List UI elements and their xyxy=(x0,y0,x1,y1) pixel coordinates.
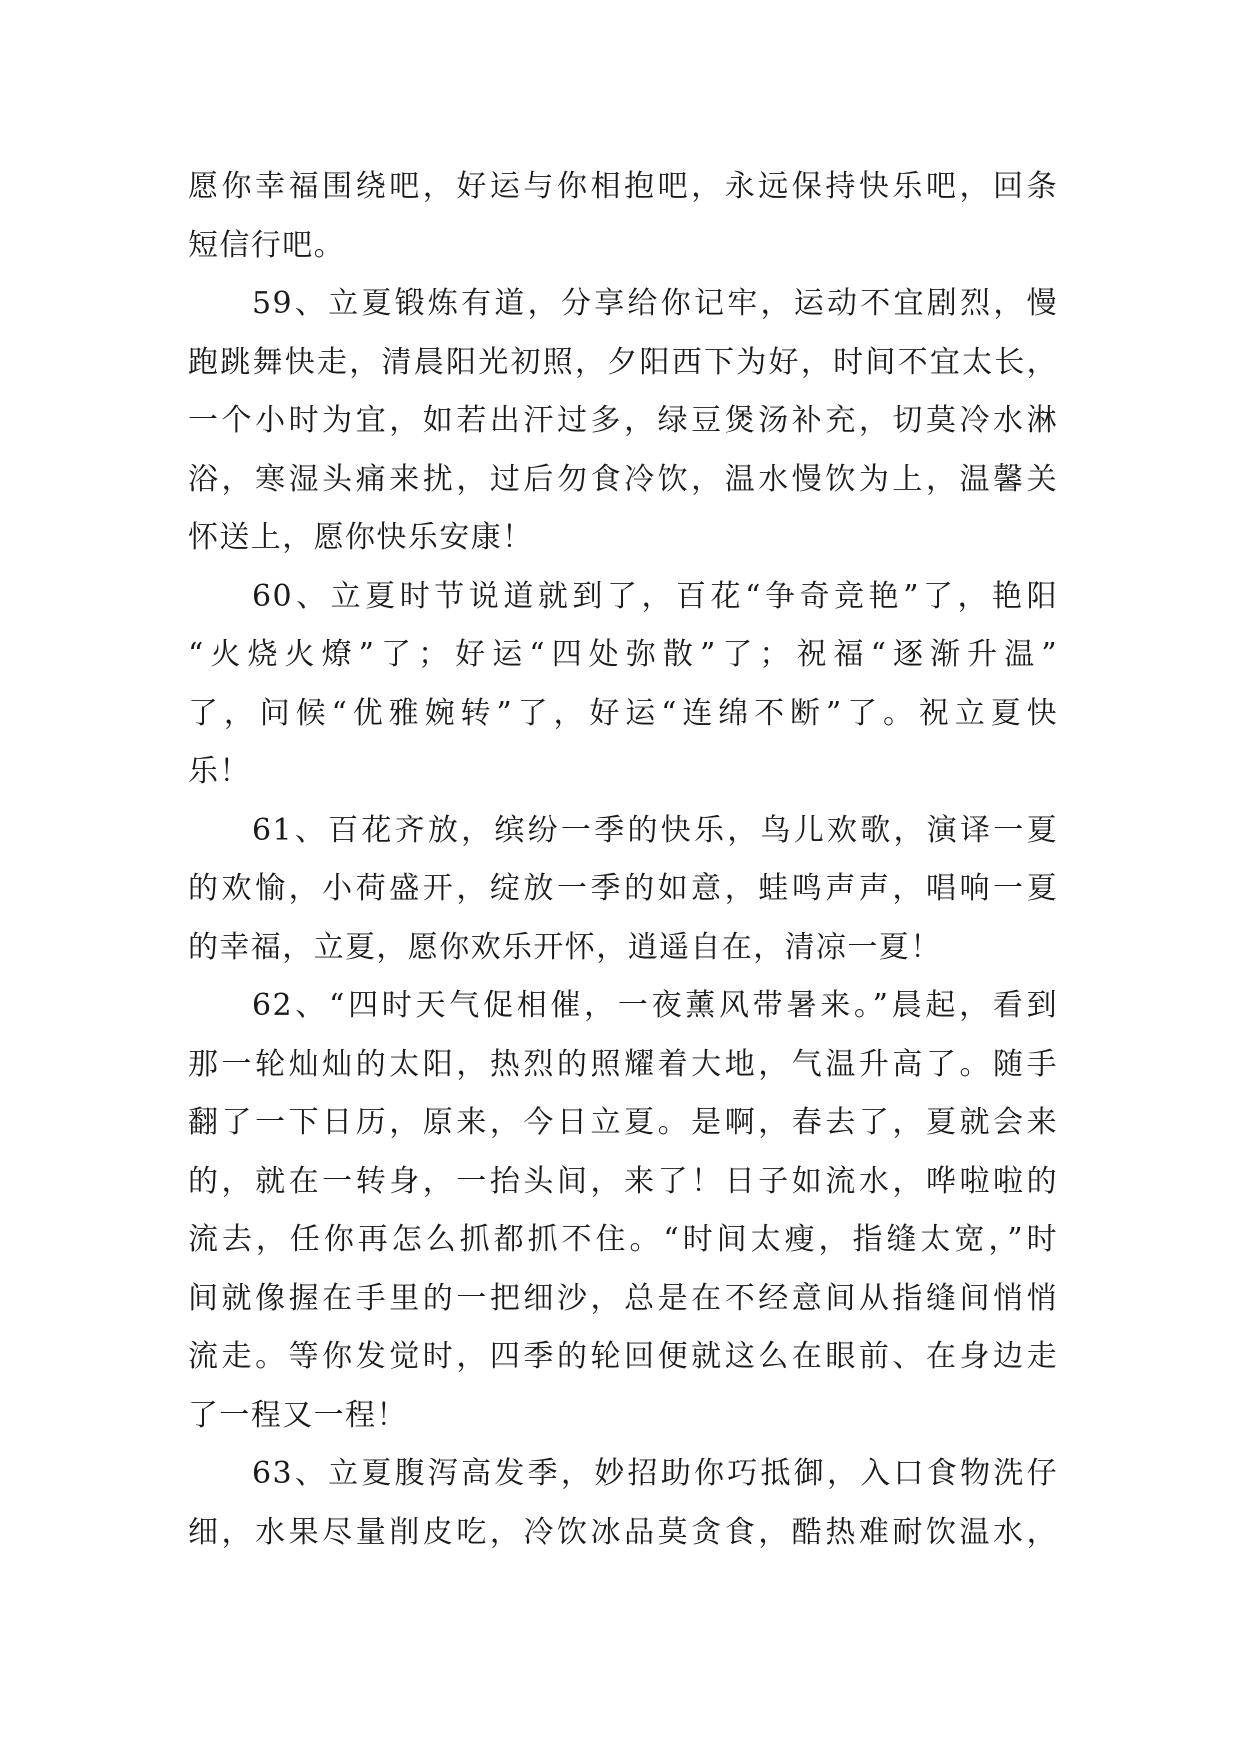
paragraph-63 xyxy=(188,1445,1058,1562)
text-line: 62、“四时天气促相催，一夜薰风带暑来。”晨起，看到 xyxy=(252,988,1058,1023)
text-line: 的，就在一转身，一抬头间，来了！日子如流水，哗啦啦的 xyxy=(188,1163,1058,1199)
text-line: 一个小时为宜，如若出汗过多，绿豆煲汤补充，切莫冷水淋 xyxy=(188,403,1058,438)
text-line: 61、百花齐放，缤纷一季的快乐，鸟儿欢歌，演译一夏 xyxy=(252,812,1058,848)
text-line: 63、立夏腹泻高发季，妙招助你巧抵御，入口食物洗仔 xyxy=(252,1456,1058,1491)
paragraph-61 xyxy=(188,802,1058,978)
text-line: 了一程又一程！ xyxy=(188,1397,408,1433)
text-line: 跑跳舞快走，清晨阳光初照，夕阳西下为好，时间不宜太长， xyxy=(188,344,1058,380)
text-line: 细，水果尽量削皮吃，冷饮冰品莫贪食，酷热难耐饮温水， xyxy=(188,1514,1058,1550)
text-line: 了，问候“优雅婉转”了，好运“连绵不断”了。祝立夏快 xyxy=(188,695,1058,731)
text-line: 短信行吧。 xyxy=(188,227,345,263)
text-line: 流去，任你再怎么抓都抓不住。“时间太瘦，指缝太宽，”时 xyxy=(188,1222,1058,1257)
paragraph-58-continuation xyxy=(188,158,1058,275)
text-line: 流走。等你发觉时，四季的轮回便就这么在眼前、在身边走 xyxy=(188,1339,1058,1374)
text-line: 60、立夏时节说道就到了，百花“争奇竞艳”了，艳阳 xyxy=(252,578,1058,614)
text-line: “火烧火燎”了；好运“四处弥散”了；祝福“逐渐升温” xyxy=(188,637,1058,672)
text-line: 翻了一下日历，原来，今日立夏。是啊，春去了，夏就会来 xyxy=(188,1105,1058,1140)
document-body xyxy=(188,158,1058,1562)
paragraph-62 xyxy=(188,977,1058,1445)
text-line: 那一轮灿灿的太阳，热烈的照耀着大地，气温升高了。随手 xyxy=(188,1046,1058,1082)
text-line: 怀送上，愿你快乐安康！ xyxy=(188,520,534,555)
text-line: 浴，寒湿头痛来扰，过后勿食冷饮，温水慢饮为上，温馨关 xyxy=(188,461,1058,497)
text-line: 的欢愉，小荷盛开，绽放一季的如意，蛙鸣声声，唱响一夏 xyxy=(188,871,1058,906)
text-line: 愿你幸福围绕吧，好运与你相抱吧，永远保持快乐吧，回条 xyxy=(188,169,1058,204)
text-line: 59、立夏锻炼有道，分享给你记牢，运动不宜剧烈，慢 xyxy=(252,286,1058,321)
text-line: 的幸福，立夏，愿你欢乐开怀，逍遥自在，清凉一夏！ xyxy=(188,929,942,965)
paragraph-60 xyxy=(188,568,1058,802)
paragraph-59 xyxy=(188,275,1058,568)
text-line: 乐！ xyxy=(188,754,251,789)
text-line: 间就像握在手里的一把细沙，总是在不经意间从指缝间悄悄 xyxy=(188,1280,1058,1316)
